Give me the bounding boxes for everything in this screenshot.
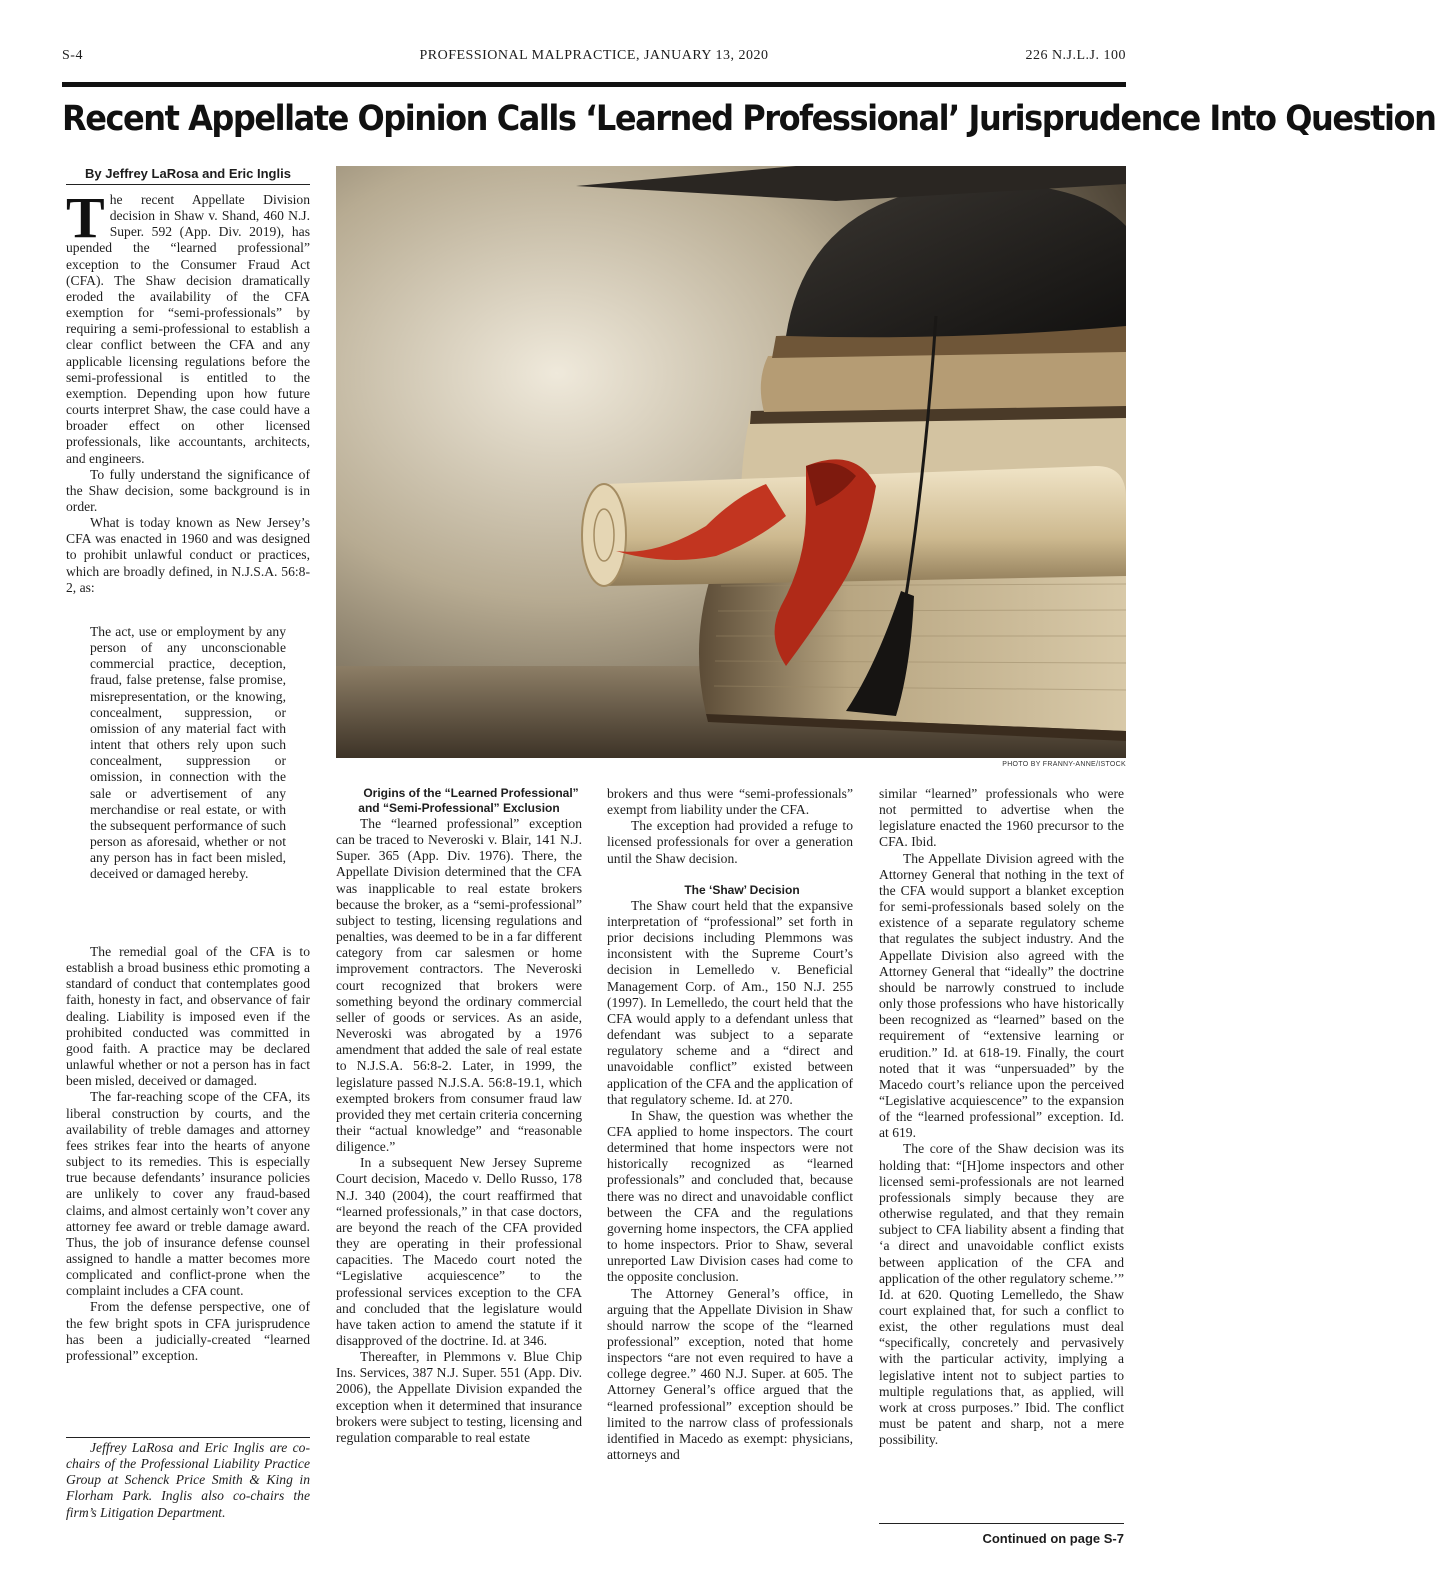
paragraph: The Attorney General’s office, in arguing that the Appellate Division in Shaw should narrow the scope of the “learned professional” exception, noted that home inspectors “are not even required to have a college degree.” 460 N.J. Super. at 605. The Attorney General’s office argued that the “learned professional” exception should be limited to the narrow class of professionals identified in Macedo as exempt: physicians, attorneys and — [607, 1285, 853, 1463]
paragraph: similar “learned” professionals who were not permitted to advertise when the legislature enacted the 1960 precursor to the CFA. Ibid. — [879, 786, 1124, 850]
paragraph: The Shaw court held that the expansive interpretation of “professional” set forth in prior decisions including Plemmons was inconsistent with the Supreme Court’s decision in Lemelledo v. Beneficial Management Corp. of Am., 150 N.J. 255 (1997). In Lemelledo, the court held that the CFA would apply to a defendant unless that defendant was subject to a separate regulatory scheme and a “direct and unavoidable conflict” existed between application of the CFA and the application of that regulatory scheme. Id. at 270. — [607, 897, 853, 1107]
page-number: S-4 — [62, 48, 83, 63]
continued-link[interactable]: Continued on page S-7 — [982, 1531, 1124, 1546]
paragraph: Thereafter, in Plemmons v. Blue Chip Ins. Services, 387 N.J. Super. 551 (App. Div. 2006), the Appellate Division expanded the exception when it determined that insurance brokers were subject to testing, licensing and regulation comparable to real estate — [336, 1349, 582, 1445]
paragraph: The “learned professional” exception can be traced to Neveroski v. Blair, 141 N.J. Super. 365 (App. Div. 1976). There, the Appellate Division determined that the CFA was inapplicable to real estate brokers because the broker, as a “semi-professional” subject to testing, licensing regulations and penalties, was deemed to be in a far different category from car salesmen or home improvement contractors. The Neveroski court recognized that brokers were something beyond the ordinary commercial seller of goods or services. As an aside, Neveroski was abrogated by a 1976 amendment that added the sale of real estate to N.J.S.A. 56:8-2. Later, in 1999, the legislature passed N.J.S.A. 56:8-19.1, which exempted brokers from consumer fraud law provided they met certain criteria concerning their “actual knowledge” and “reasonable diligence.” — [336, 816, 582, 1155]
byline: By Jeffrey LaRosa and Eric Inglis — [66, 166, 310, 185]
bio-rule — [66, 1437, 310, 1438]
paragraph: The recent Appellate Division decision in Shaw v. Shand, 460 N.J. Super. 592 (App. Div. 2019), has upended the “learned professional” exception to the Consumer Fraud Act (CFA). The Shaw decision dramatically eroded the availability of the CFA exemption for “semi-professionals” by requiring a semi-professional to establish a clear conflict between the CFA and any applicable licensing regulations before the semi-professional is entitled to the exemption. Depending upon how future courts interpret Shaw, the case could have a broader effect on other licensed professionals, like accountants, architects, and engineers. — [66, 185, 310, 466]
end-rule — [879, 1523, 1124, 1524]
photo-credit: PHOTO BY FRANNY-ANNE/ISTOCK — [1002, 761, 1126, 768]
paragraph: The exception had provided a refuge to licensed professionals for over a generation until the Shaw decision. — [607, 818, 853, 866]
upper-book — [761, 348, 1126, 412]
paragraph: The core of the Shaw decision was its holding that: “[H]ome inspectors and other licensed semi-professionals are not learned professionals simply because they are otherwise regulated, and that they remain subject to CFA liability absent a finding that ‘a direct and unavoidable conflict exists between application of the CFA and application of the other regulatory scheme.’” Id. at 620. Quoting Lemelledo, the Shaw court explained that, for such a conflict to exist, the other regulations must deal “specifically, concretely and pervasively with the particular activity, implying a legislative intent not to subject parties to multiple regulations that, as applied, will work at cross purposes.” Ibid. The conflict must be patent and sharp, not a mere possibility. — [879, 1141, 1124, 1448]
drop-cap: T — [66, 185, 105, 250]
subhead: The ‘Shaw’ Decision — [684, 882, 800, 897]
column-1-bottom — [66, 944, 310, 1364]
paragraph: In Shaw, the question was whether the CFA applied to home inspectors. The court determined that home inspectors were not historically recognized as “learned professionals” and concluded that, because there was no direct and unavoidable conflict between the CFA and the regulations governing home inspectors, the CFA applied to home inspectors. Prior to Shaw, several unreported Law Division cases had come to the opposite conclusion. — [607, 1107, 853, 1285]
paragraph: The far-reaching scope of the CFA, its liberal construction by courts, and the availability of treble damages and attorney fees strikes fear into the hearts of anyone subject to its remedies. This is especially true because defendants’ insurance policies are unlikely to cover any fraud-based claims, and almost certainly won’t cover any attorney fee award or treble damage award. Thus, the job of insurance defense counsel assigned to handle a matter becomes more complicated and conflict-prone when the complaint includes a CFA count. — [66, 1089, 310, 1299]
running-head — [62, 48, 1126, 70]
paragraph: From the defense perspective, one of the few bright spots in CFA jurisprudence has been a judicially-created “learned professional” exception. — [66, 1299, 310, 1363]
paragraph: The remedial goal of the CFA is to establish a broad business ethic promoting a standard of conduct that contemplates good faith, honesty in fact, and observance of fair dealing. Liability is imposed even if the prohibited conducted was committed in good faith. A practice may be declared unlawful whether or not a person has in fact been misled, deceived or damaged. — [66, 944, 310, 1089]
paragraph: brokers and thus were “semi-professionals” exempt from liability under the CFA. — [607, 786, 853, 818]
subhead: Origins of the “Learned Professional” and “Semi-Professional” Exclusion — [358, 786, 579, 815]
column-3 — [607, 786, 853, 1463]
header-rule — [62, 82, 1126, 87]
paragraph: To fully understand the significance of the Shaw decision, some background is in order. — [66, 466, 310, 514]
journal-citation: 226 N.J.L.J. 100 — [1025, 48, 1126, 63]
paragraph: In a subsequent New Jersey Supreme Court decision, Macedo v. Dello Russo, 178 N.J. 340 (2004), the court reaffirmed that “learned professionals,” in that case doctors, are beyond the reach of the CFA provided they are operating in their professional capacities. The Macedo court noted the “Legislative acquiescence” to the professional services exception to the CFA and concluded that the legislature would have taken action to amend the statute if it disapproved of the doctrine. Id. at 346. — [336, 1155, 582, 1348]
paragraph: The Appellate Division agreed with the Attorney General that nothing in the text of the CFA would support a blanket exception for semi-professionals based solely on the existence of a separate regulatory scheme that regulates the subject industry. And the Appellate Division also agreed with the Attorney General that “ideally” the doctrine should be narrowly construed to include only those professions who have historically been recognized as “learned” based on the requirement of “extensive learning or erudition.” Id. at 618-19. Finally, the court noted that it was “unpersuaded” by the Macedo court’s reliance upon the perceived “Legislative acquiescence” to the expansion of the “learned professional” exception. Id. at 619. — [879, 850, 1124, 1141]
section-date: PROFESSIONAL MALPRACTICE, JANUARY 13, 2020 — [419, 48, 769, 63]
column-2 — [336, 786, 582, 1446]
author-bio: Jeffrey LaRosa and Eric Inglis are co-chairs of the Professional Liability Practice Group at Schenck Price Smith & King in Florham Park. Inglis also co-chairs the firm’s Litigation Department. — [66, 1440, 310, 1520]
statute-quote: The act, use or employment by any person of any unconscionable commercial practice, deception, fraud, false pretense, false promise, misrepresentation, or the knowing, concealment, suppression, or omission of any material fact with intent that others rely upon such concealment, suppression or omission, in connection with the sale or advertisement of any merchandise or real estate, or with the subsequent performance of such person as aforesaid, whether or not any person has in fact been misled, deceived or damaged hereby. — [90, 624, 286, 882]
graduation-photo — [336, 166, 1126, 758]
headline: Recent Appellate Opinion Calls ‘Learned Professional’ Jurisprudence Into Question — [62, 99, 1435, 139]
paragraph: What is today known as New Jersey’s CFA was enacted in 1960 and was designed to prohibit unlawful conduct or practices, which are broadly defined, in N.J.S.A. 56:8-2, as: — [66, 515, 310, 595]
column-1-top — [66, 185, 310, 596]
column-4 — [879, 786, 1124, 1448]
